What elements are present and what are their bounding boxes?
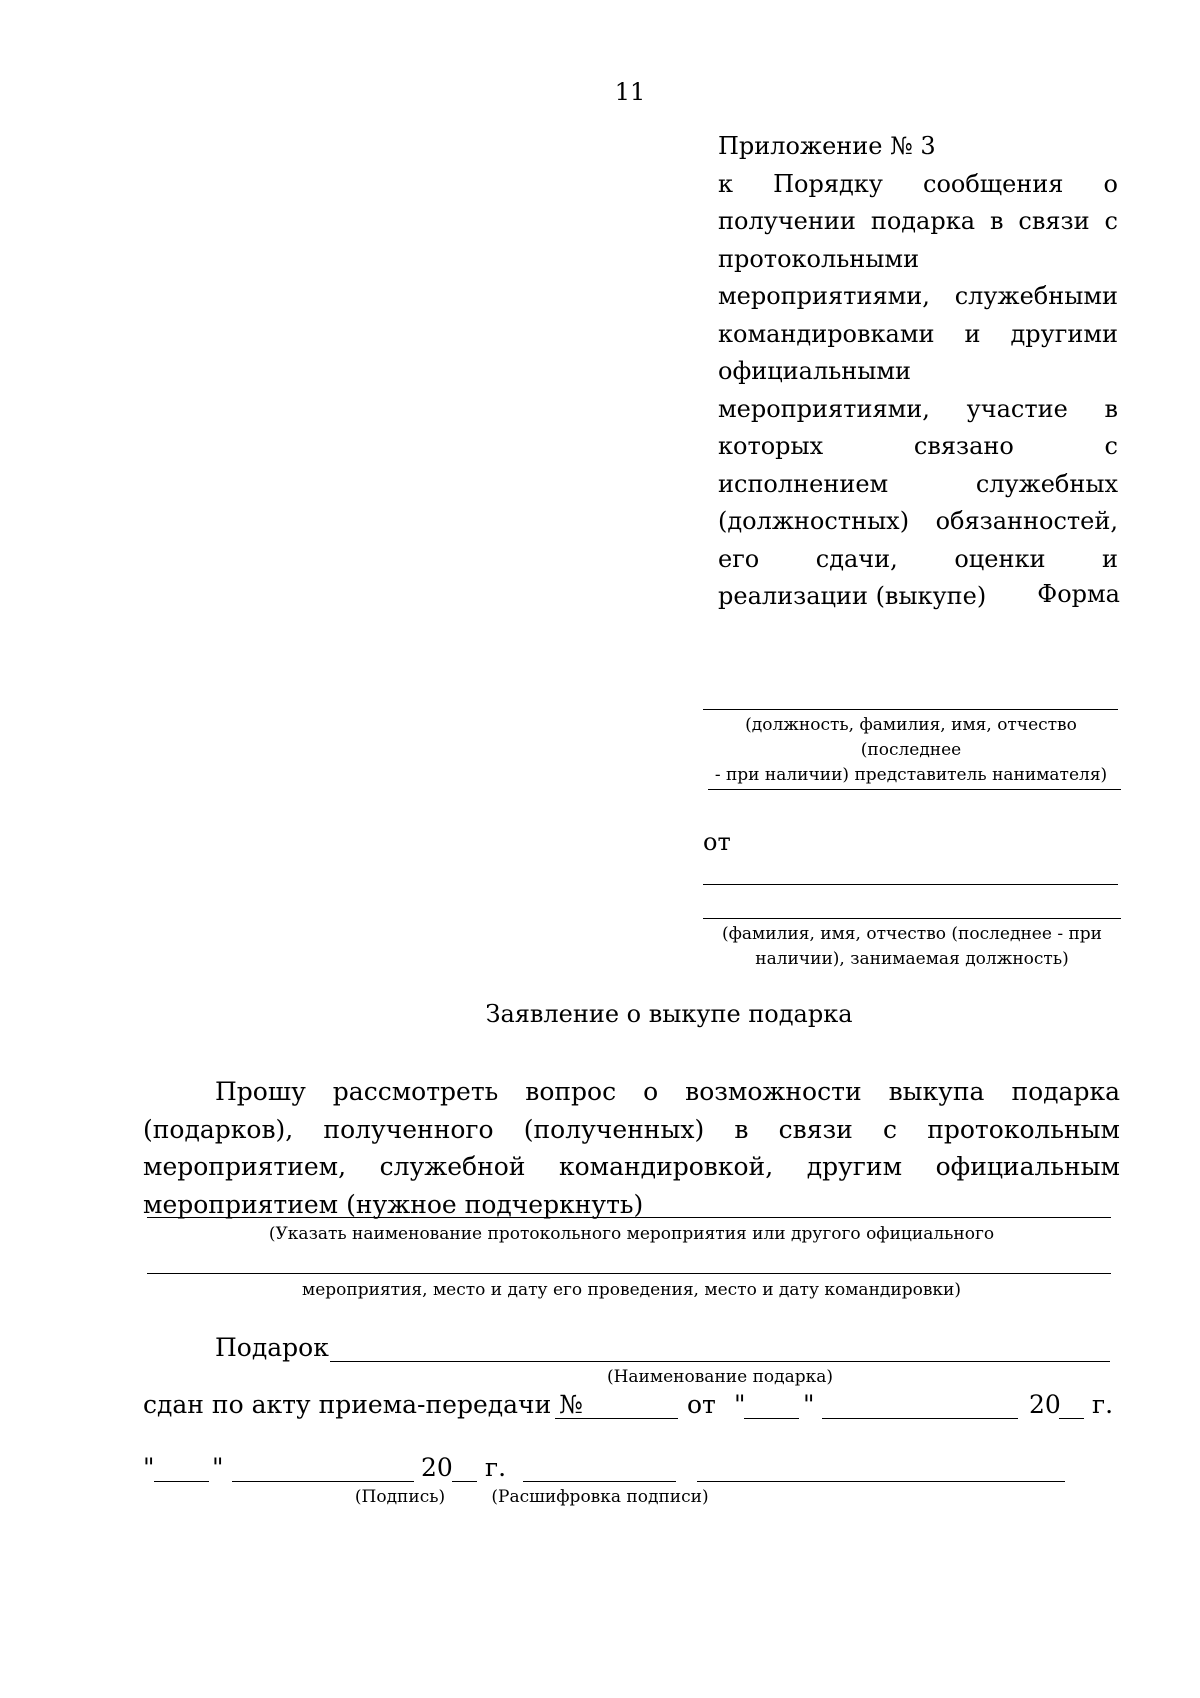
form-label: Форма (1037, 580, 1120, 608)
from-label: от (703, 828, 731, 856)
sender-line-2[interactable] (703, 918, 1121, 919)
recipient-caption-line1: (должность, фамилия, имя, отчество (последнее (745, 715, 1077, 760)
event-caption-line1: (Указать наименование протокольного мероприятия или другого официального (268, 1224, 995, 1244)
signature-decode-caption: (Расшифровка подписи) (491, 1487, 709, 1507)
recipient-caption-line2: - при наличии) представитель нанимателя) (714, 765, 1108, 785)
appendix-title: Приложение № 3 (718, 132, 936, 160)
signature-line[interactable] (523, 1481, 676, 1482)
gift-name-line[interactable] (330, 1361, 1110, 1362)
sender-line-1[interactable] (703, 884, 1118, 885)
act-quote-open: " (734, 1390, 746, 1419)
recipient-caption (700, 713, 1122, 788)
appendix-text: к Порядку сообщения о получении подарка в связи с протокольными мероприятиями, служебными командировками и другими официальными мероприятиями, участие в которых связано с исполнением служебных (должностных) обязанностей, его сдачи, оценки и реализации (выкупе) (718, 169, 1118, 610)
sign-year-prefix: 20 (421, 1453, 453, 1482)
act-year-line[interactable] (1059, 1418, 1084, 1419)
page-number: 11 (614, 78, 646, 106)
act-day-line[interactable] (744, 1418, 799, 1419)
event-caption-line2: мероприятия, место и дату его проведения, место и дату командировки) (302, 1280, 961, 1300)
act-year-prefix: 20 (1029, 1390, 1061, 1419)
sender-caption (703, 922, 1121, 972)
recipient-line[interactable] (703, 709, 1118, 710)
sender-caption-line2: наличии), занимаемая должность) (755, 949, 1069, 969)
act-month-line[interactable] (822, 1418, 1018, 1419)
recipient-line-2[interactable] (708, 789, 1121, 790)
sign-year-line[interactable] (452, 1481, 477, 1482)
sender-caption-line1: (фамилия, имя, отчество (последнее - при (721, 924, 1103, 944)
sign-quote-open: " (143, 1453, 155, 1482)
appendix-header (718, 128, 1118, 616)
statement-title: Заявление о выкупе подарка (485, 1000, 853, 1028)
gift-label: Подарок (215, 1333, 329, 1362)
sign-year-suffix: г. (485, 1453, 507, 1482)
statement-body: Прошу рассмотреть вопрос о возможности выкупа подарка (подарков), полученного (полученных) в связи с протокольным мероприятием, служебной командировкой, другим официальным мероприятием (нужное подчеркнуть) (143, 1077, 1120, 1219)
signature-decode-line[interactable] (697, 1481, 1065, 1482)
act-number-line[interactable] (555, 1418, 678, 1419)
sign-day-line[interactable] (154, 1481, 209, 1482)
sign-quote-close: " (212, 1453, 224, 1482)
act-from-word: от (687, 1390, 716, 1419)
signature-caption: (Подпись) (354, 1487, 446, 1507)
sign-month-line[interactable] (232, 1481, 414, 1482)
act-year-suffix: г. (1092, 1390, 1114, 1419)
event-line-1[interactable] (147, 1217, 1111, 1218)
act-quote-close: " (803, 1390, 815, 1419)
act-text: сдан по акту приема-передачи № (143, 1390, 583, 1419)
gift-caption: (Наименование подарка) (606, 1367, 834, 1387)
event-line-2[interactable] (147, 1273, 1111, 1274)
